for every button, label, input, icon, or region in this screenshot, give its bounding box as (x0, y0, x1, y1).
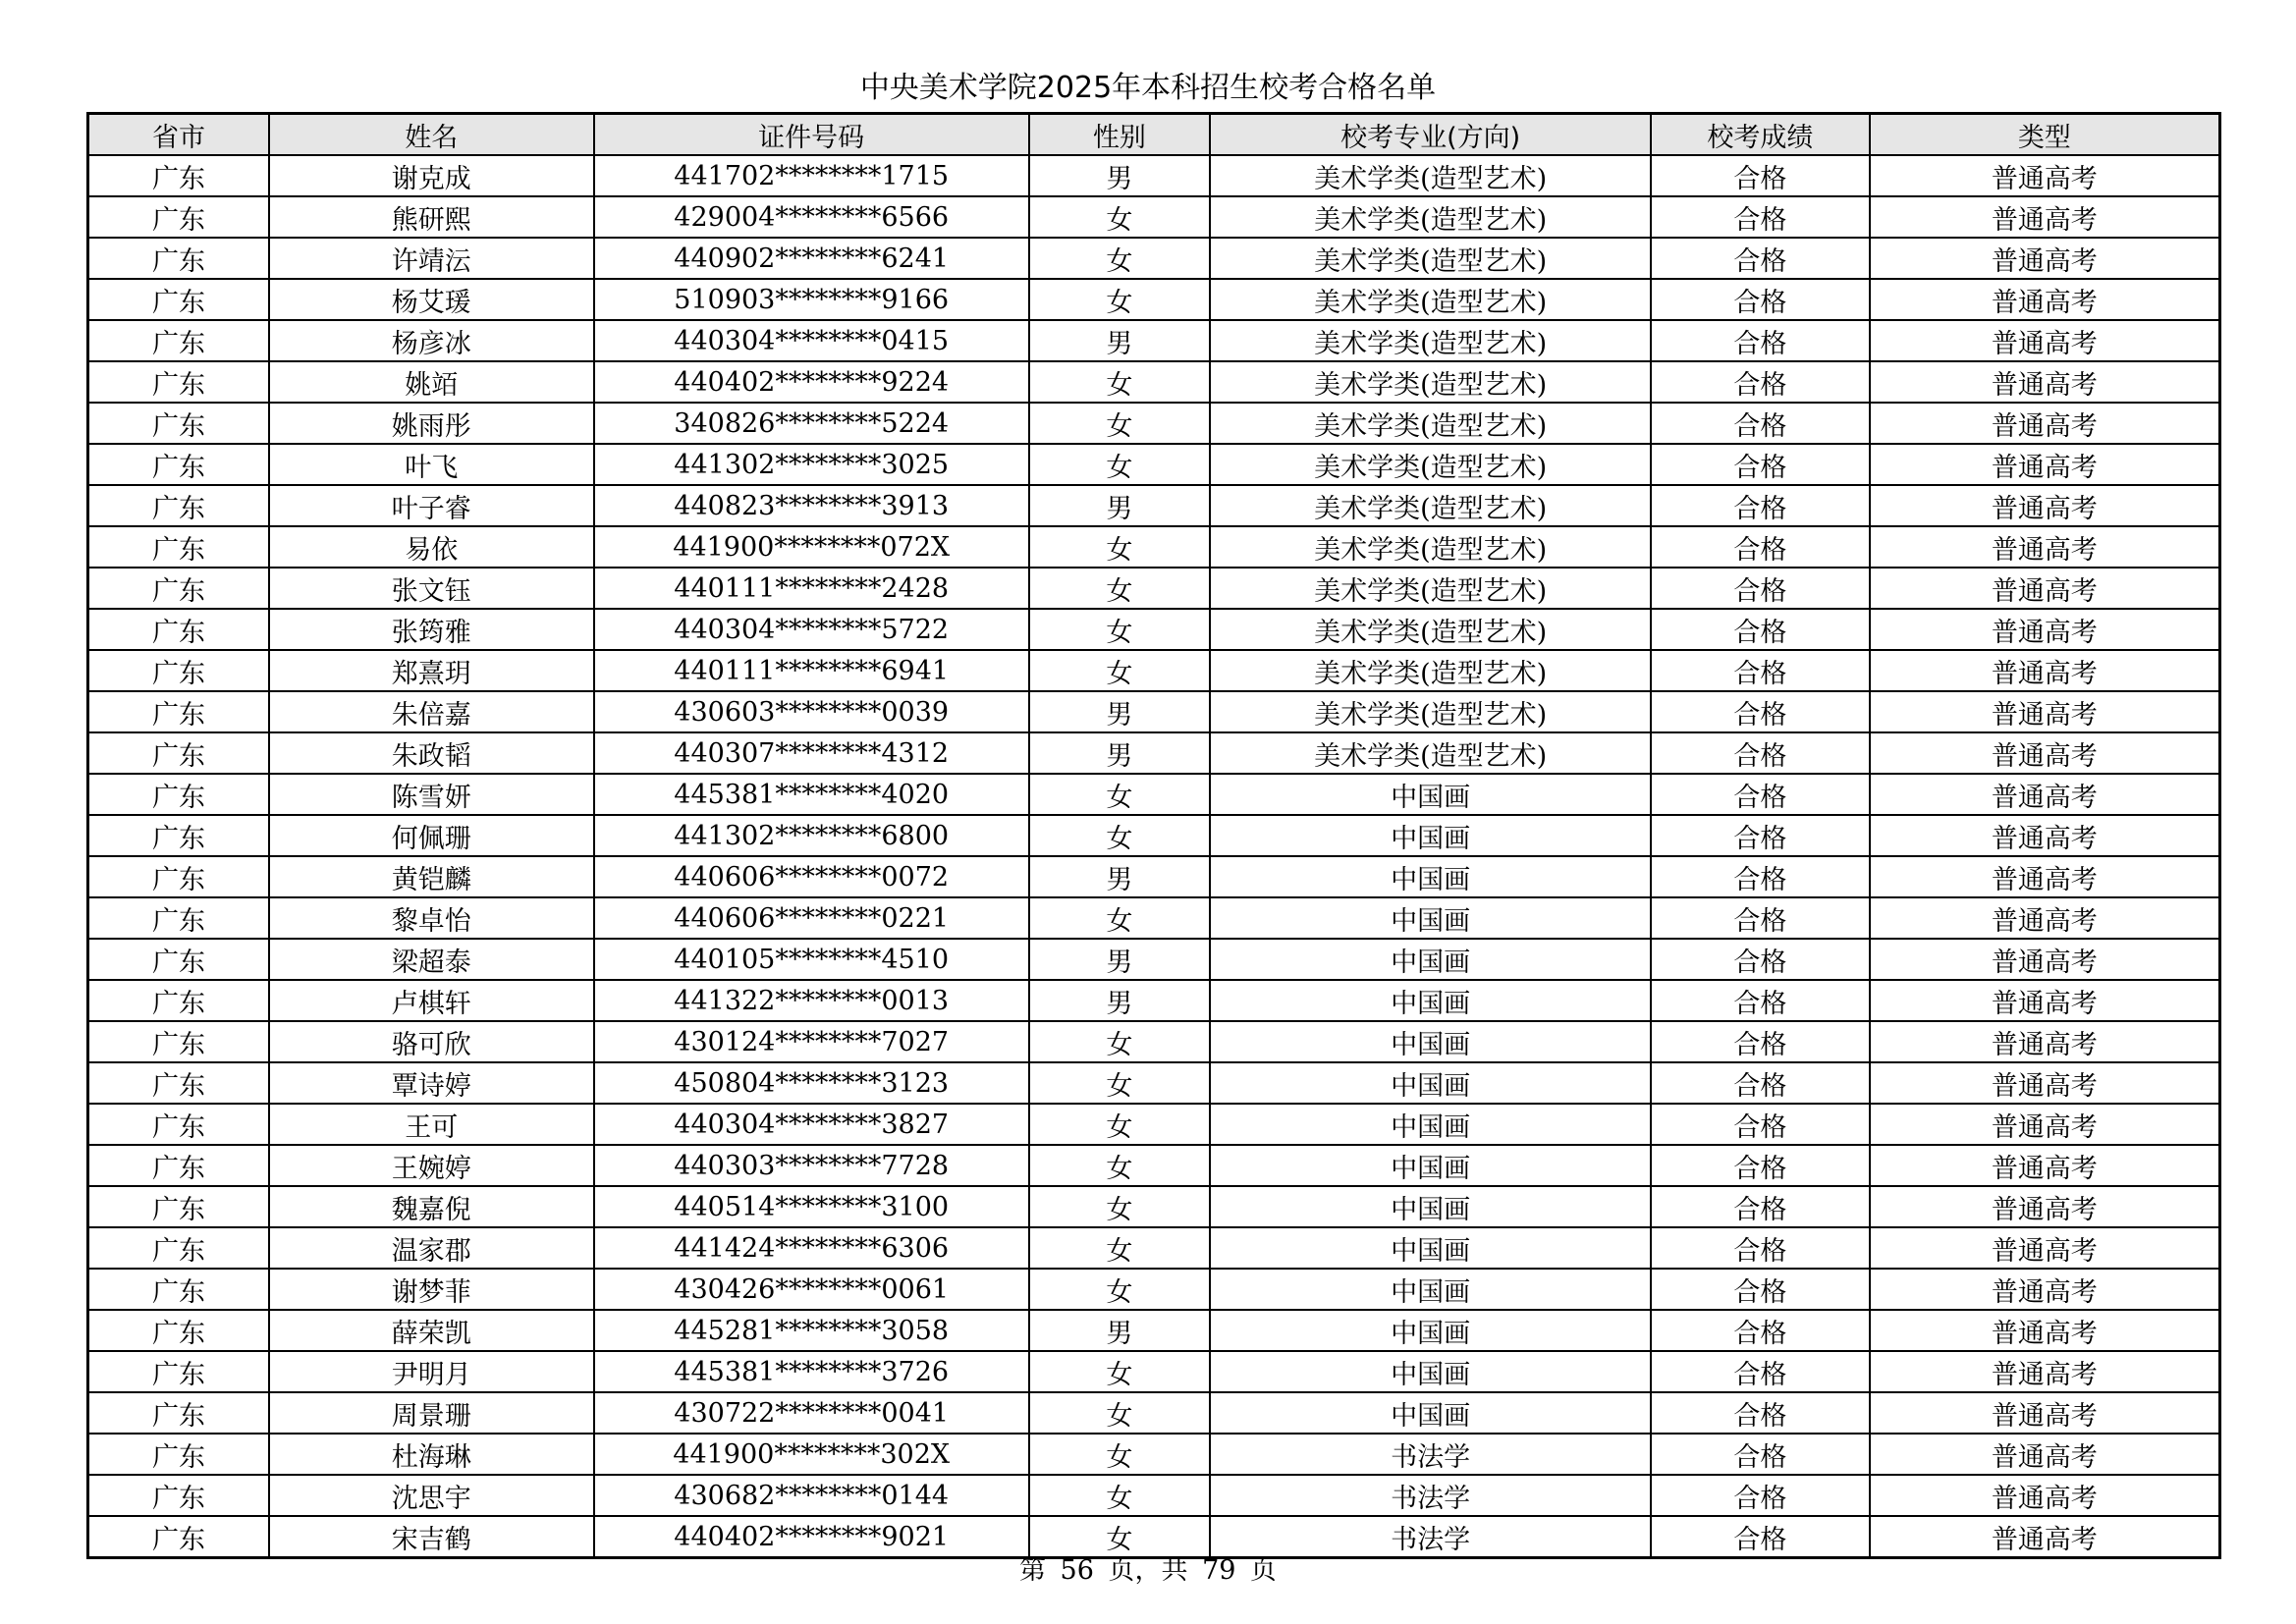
cell-province: 广东 (88, 609, 269, 650)
cell-gender: 女 (1029, 1392, 1210, 1434)
table-row (88, 650, 2220, 691)
table-row (88, 485, 2220, 526)
table-row (88, 939, 2220, 980)
cell-name: 叶飞 (269, 444, 594, 485)
cell-score: 合格 (1651, 815, 1870, 856)
table-row (88, 361, 2220, 403)
cell-province: 广东 (88, 444, 269, 485)
cell-province: 广东 (88, 1310, 269, 1351)
cell-id-number: 430722********0041 (594, 1392, 1029, 1434)
cell-major: 书法学 (1210, 1475, 1651, 1516)
cell-gender: 女 (1029, 1104, 1210, 1145)
cell-score: 合格 (1651, 403, 1870, 444)
cell-score: 合格 (1651, 526, 1870, 568)
cell-name: 尹明月 (269, 1351, 594, 1392)
column-header-id-number: 证件号码 (594, 114, 1029, 156)
cell-score: 合格 (1651, 1516, 1870, 1558)
cell-major: 美术学类(造型艺术) (1210, 485, 1651, 526)
table-row (88, 1516, 2220, 1558)
cell-name: 梁超泰 (269, 939, 594, 980)
cell-id-number: 450804********3123 (594, 1062, 1029, 1104)
table-row (88, 1351, 2220, 1392)
cell-major: 美术学类(造型艺术) (1210, 238, 1651, 279)
table-row (88, 526, 2220, 568)
cell-type: 普通高考 (1870, 196, 2220, 238)
cell-province: 广东 (88, 1227, 269, 1269)
table-row (88, 155, 2220, 196)
cell-name: 王可 (269, 1104, 594, 1145)
cell-province: 广东 (88, 155, 269, 196)
admission-roster-table (86, 112, 2221, 1559)
cell-gender: 女 (1029, 1145, 1210, 1186)
cell-major: 美术学类(造型艺术) (1210, 650, 1651, 691)
cell-gender: 男 (1029, 939, 1210, 980)
table-row (88, 897, 2220, 939)
cell-score: 合格 (1651, 279, 1870, 320)
cell-name: 张文钰 (269, 568, 594, 609)
cell-score: 合格 (1651, 774, 1870, 815)
column-header-score: 校考成绩 (1651, 114, 1870, 156)
cell-score: 合格 (1651, 1269, 1870, 1310)
cell-type: 普通高考 (1870, 279, 2220, 320)
cell-name: 姚雨彤 (269, 403, 594, 444)
cell-score: 合格 (1651, 155, 1870, 196)
cell-name: 许靖沄 (269, 238, 594, 279)
cell-score: 合格 (1651, 897, 1870, 939)
table-row (88, 238, 2220, 279)
cell-major: 中国画 (1210, 939, 1651, 980)
cell-gender: 男 (1029, 1310, 1210, 1351)
cell-id-number: 441322********0013 (594, 980, 1029, 1021)
table-row (88, 1269, 2220, 1310)
column-header-name: 姓名 (269, 114, 594, 156)
cell-type: 普通高考 (1870, 1186, 2220, 1227)
table-row (88, 1392, 2220, 1434)
cell-province: 广东 (88, 774, 269, 815)
table-row (88, 691, 2220, 732)
cell-id-number: 440902********6241 (594, 238, 1029, 279)
table-row (88, 815, 2220, 856)
cell-id-number: 440304********5722 (594, 609, 1029, 650)
cell-score: 合格 (1651, 732, 1870, 774)
cell-type: 普通高考 (1870, 980, 2220, 1021)
cell-id-number: 340826********5224 (594, 403, 1029, 444)
table-row (88, 568, 2220, 609)
table-row (88, 732, 2220, 774)
cell-province: 广东 (88, 939, 269, 980)
cell-gender: 女 (1029, 897, 1210, 939)
cell-name: 谢克成 (269, 155, 594, 196)
cell-province: 广东 (88, 1269, 269, 1310)
cell-type: 普通高考 (1870, 1392, 2220, 1434)
cell-type: 普通高考 (1870, 1269, 2220, 1310)
cell-type: 普通高考 (1870, 897, 2220, 939)
cell-major: 书法学 (1210, 1516, 1651, 1558)
cell-gender: 女 (1029, 1186, 1210, 1227)
cell-score: 合格 (1651, 196, 1870, 238)
cell-type: 普通高考 (1870, 774, 2220, 815)
cell-gender: 女 (1029, 1475, 1210, 1516)
cell-major: 中国画 (1210, 1310, 1651, 1351)
cell-type: 普通高考 (1870, 403, 2220, 444)
cell-type: 普通高考 (1870, 1104, 2220, 1145)
table-row (88, 1434, 2220, 1475)
cell-name: 何佩珊 (269, 815, 594, 856)
cell-major: 中国画 (1210, 815, 1651, 856)
cell-score: 合格 (1651, 1021, 1870, 1062)
cell-major: 中国画 (1210, 1145, 1651, 1186)
table-row (88, 1227, 2220, 1269)
cell-name: 魏嘉倪 (269, 1186, 594, 1227)
cell-name: 郑熹玥 (269, 650, 594, 691)
cell-name: 骆可欣 (269, 1021, 594, 1062)
cell-type: 普通高考 (1870, 815, 2220, 856)
cell-gender: 女 (1029, 1351, 1210, 1392)
cell-id-number: 440111********2428 (594, 568, 1029, 609)
header-row (88, 114, 2220, 156)
cell-type: 普通高考 (1870, 485, 2220, 526)
cell-gender: 女 (1029, 1434, 1210, 1475)
cell-id-number: 440303********7728 (594, 1145, 1029, 1186)
cell-name: 黄铠麟 (269, 856, 594, 897)
cell-gender: 女 (1029, 444, 1210, 485)
cell-province: 广东 (88, 568, 269, 609)
cell-score: 合格 (1651, 691, 1870, 732)
cell-type: 普通高考 (1870, 1434, 2220, 1475)
cell-score: 合格 (1651, 1227, 1870, 1269)
document-title: 中央美术学院2025年本科招生校考合格名单 (859, 71, 1437, 105)
table-row (88, 1104, 2220, 1145)
column-header-type: 类型 (1870, 114, 2220, 156)
cell-name: 卢棋轩 (269, 980, 594, 1021)
cell-gender: 女 (1029, 238, 1210, 279)
cell-name: 薛荣凯 (269, 1310, 594, 1351)
cell-major: 中国画 (1210, 774, 1651, 815)
cell-major: 美术学类(造型艺术) (1210, 196, 1651, 238)
cell-score: 合格 (1651, 939, 1870, 980)
cell-type: 普通高考 (1870, 1516, 2220, 1558)
table-row (88, 1310, 2220, 1351)
cell-name: 杨艾瑗 (269, 279, 594, 320)
cell-id-number: 441302********3025 (594, 444, 1029, 485)
cell-id-number: 440307********4312 (594, 732, 1029, 774)
cell-id-number: 441302********6800 (594, 815, 1029, 856)
cell-score: 合格 (1651, 980, 1870, 1021)
cell-major: 中国画 (1210, 1186, 1651, 1227)
cell-major: 美术学类(造型艺术) (1210, 732, 1651, 774)
cell-gender: 女 (1029, 279, 1210, 320)
cell-id-number: 440514********3100 (594, 1186, 1029, 1227)
cell-name: 张筠雅 (269, 609, 594, 650)
table-header (88, 114, 2220, 156)
cell-name: 朱政韬 (269, 732, 594, 774)
cell-province: 广东 (88, 1392, 269, 1434)
cell-score: 合格 (1651, 485, 1870, 526)
cell-score: 合格 (1651, 1351, 1870, 1392)
cell-name: 宋吉鹤 (269, 1516, 594, 1558)
cell-major: 美术学类(造型艺术) (1210, 361, 1651, 403)
cell-type: 普通高考 (1870, 238, 2220, 279)
cell-name: 杜海琳 (269, 1434, 594, 1475)
cell-type: 普通高考 (1870, 1145, 2220, 1186)
cell-type: 普通高考 (1870, 1062, 2220, 1104)
table-row (88, 196, 2220, 238)
cell-gender: 女 (1029, 568, 1210, 609)
cell-gender: 男 (1029, 485, 1210, 526)
cell-name: 黎卓怡 (269, 897, 594, 939)
cell-score: 合格 (1651, 568, 1870, 609)
cell-type: 普通高考 (1870, 444, 2220, 485)
cell-score: 合格 (1651, 1145, 1870, 1186)
cell-id-number: 445381********3726 (594, 1351, 1029, 1392)
cell-id-number: 440304********0415 (594, 320, 1029, 361)
cell-type: 普通高考 (1870, 155, 2220, 196)
cell-score: 合格 (1651, 1392, 1870, 1434)
cell-major: 美术学类(造型艺术) (1210, 155, 1651, 196)
cell-gender: 女 (1029, 1021, 1210, 1062)
cell-major: 中国画 (1210, 980, 1651, 1021)
cell-province: 广东 (88, 1186, 269, 1227)
cell-score: 合格 (1651, 444, 1870, 485)
cell-gender: 男 (1029, 691, 1210, 732)
table-row (88, 856, 2220, 897)
table-row (88, 609, 2220, 650)
cell-province: 广东 (88, 485, 269, 526)
cell-id-number: 430603********0039 (594, 691, 1029, 732)
cell-major: 中国画 (1210, 1227, 1651, 1269)
cell-province: 广东 (88, 238, 269, 279)
cell-type: 普通高考 (1870, 732, 2220, 774)
cell-gender: 男 (1029, 732, 1210, 774)
cell-type: 普通高考 (1870, 568, 2220, 609)
cell-major: 美术学类(造型艺术) (1210, 609, 1651, 650)
cell-province: 广东 (88, 1475, 269, 1516)
cell-type: 普通高考 (1870, 526, 2220, 568)
cell-id-number: 430124********7027 (594, 1021, 1029, 1062)
table-row (88, 1186, 2220, 1227)
cell-gender: 男 (1029, 856, 1210, 897)
cell-score: 合格 (1651, 609, 1870, 650)
cell-score: 合格 (1651, 361, 1870, 403)
cell-major: 中国画 (1210, 1351, 1651, 1392)
cell-province: 广东 (88, 526, 269, 568)
cell-type: 普通高考 (1870, 1351, 2220, 1392)
cell-id-number: 440105********4510 (594, 939, 1029, 980)
cell-province: 广东 (88, 650, 269, 691)
cell-province: 广东 (88, 1434, 269, 1475)
cell-major: 中国画 (1210, 856, 1651, 897)
cell-province: 广东 (88, 1516, 269, 1558)
cell-gender: 女 (1029, 1227, 1210, 1269)
cell-province: 广东 (88, 1021, 269, 1062)
table-row (88, 279, 2220, 320)
cell-id-number: 440111********6941 (594, 650, 1029, 691)
cell-province: 广东 (88, 361, 269, 403)
cell-score: 合格 (1651, 1475, 1870, 1516)
cell-gender: 女 (1029, 1516, 1210, 1558)
cell-province: 广东 (88, 1351, 269, 1392)
cell-major: 中国画 (1210, 1062, 1651, 1104)
cell-province: 广东 (88, 1145, 269, 1186)
cell-type: 普通高考 (1870, 361, 2220, 403)
table-row (88, 1475, 2220, 1516)
cell-score: 合格 (1651, 1062, 1870, 1104)
cell-score: 合格 (1651, 1104, 1870, 1145)
cell-major: 美术学类(造型艺术) (1210, 320, 1651, 361)
cell-gender: 女 (1029, 403, 1210, 444)
cell-type: 普通高考 (1870, 1227, 2220, 1269)
table-row (88, 320, 2220, 361)
cell-province: 广东 (88, 691, 269, 732)
cell-gender: 女 (1029, 1062, 1210, 1104)
cell-gender: 男 (1029, 155, 1210, 196)
cell-major: 中国画 (1210, 1021, 1651, 1062)
cell-name: 杨彦冰 (269, 320, 594, 361)
cell-province: 广东 (88, 980, 269, 1021)
column-header-gender: 性别 (1029, 114, 1210, 156)
cell-type: 普通高考 (1870, 609, 2220, 650)
cell-score: 合格 (1651, 1434, 1870, 1475)
cell-id-number: 440304********3827 (594, 1104, 1029, 1145)
cell-name: 朱倍嘉 (269, 691, 594, 732)
cell-id-number: 440823********3913 (594, 485, 1029, 526)
cell-major: 书法学 (1210, 1434, 1651, 1475)
cell-type: 普通高考 (1870, 691, 2220, 732)
cell-id-number: 445281********3058 (594, 1310, 1029, 1351)
cell-id-number: 445381********4020 (594, 774, 1029, 815)
cell-major: 美术学类(造型艺术) (1210, 691, 1651, 732)
cell-type: 普通高考 (1870, 856, 2220, 897)
cell-score: 合格 (1651, 856, 1870, 897)
cell-score: 合格 (1651, 320, 1870, 361)
cell-type: 普通高考 (1870, 1021, 2220, 1062)
cell-name: 温家郡 (269, 1227, 594, 1269)
cell-province: 广东 (88, 815, 269, 856)
cell-major: 中国画 (1210, 1392, 1651, 1434)
cell-major: 中国画 (1210, 1269, 1651, 1310)
cell-id-number: 430426********0061 (594, 1269, 1029, 1310)
cell-type: 普通高考 (1870, 1475, 2220, 1516)
cell-major: 中国画 (1210, 1104, 1651, 1145)
cell-id-number: 429004********6566 (594, 196, 1029, 238)
cell-score: 合格 (1651, 650, 1870, 691)
cell-name: 熊研熙 (269, 196, 594, 238)
cell-gender: 男 (1029, 320, 1210, 361)
cell-name: 谢梦菲 (269, 1269, 594, 1310)
cell-name: 姚竡 (269, 361, 594, 403)
cell-id-number: 440606********0072 (594, 856, 1029, 897)
page-number-footer: 第 56 页，共 79 页 (1018, 1555, 1278, 1586)
column-header-province: 省市 (88, 114, 269, 156)
table-row (88, 980, 2220, 1021)
cell-gender: 女 (1029, 196, 1210, 238)
cell-name: 王婉婷 (269, 1145, 594, 1186)
cell-gender: 女 (1029, 815, 1210, 856)
cell-province: 广东 (88, 279, 269, 320)
cell-major: 美术学类(造型艺术) (1210, 568, 1651, 609)
cell-id-number: 440402********9224 (594, 361, 1029, 403)
cell-name: 沈思宇 (269, 1475, 594, 1516)
cell-province: 广东 (88, 1104, 269, 1145)
cell-province: 广东 (88, 1062, 269, 1104)
cell-type: 普通高考 (1870, 650, 2220, 691)
table-row (88, 444, 2220, 485)
cell-gender: 女 (1029, 774, 1210, 815)
cell-id-number: 440606********0221 (594, 897, 1029, 939)
cell-province: 广东 (88, 403, 269, 444)
cell-name: 陈雪妍 (269, 774, 594, 815)
cell-gender: 女 (1029, 609, 1210, 650)
cell-major: 美术学类(造型艺术) (1210, 279, 1651, 320)
cell-province: 广东 (88, 732, 269, 774)
cell-id-number: 441702********1715 (594, 155, 1029, 196)
cell-province: 广东 (88, 196, 269, 238)
cell-name: 叶子睿 (269, 485, 594, 526)
cell-gender: 女 (1029, 650, 1210, 691)
cell-name: 覃诗婷 (269, 1062, 594, 1104)
cell-type: 普通高考 (1870, 939, 2220, 980)
cell-province: 广东 (88, 897, 269, 939)
cell-id-number: 441900********302X (594, 1434, 1029, 1475)
cell-major: 中国画 (1210, 897, 1651, 939)
cell-score: 合格 (1651, 238, 1870, 279)
cell-score: 合格 (1651, 1186, 1870, 1227)
cell-id-number: 441900********072X (594, 526, 1029, 568)
cell-name: 易依 (269, 526, 594, 568)
cell-major: 美术学类(造型艺术) (1210, 444, 1651, 485)
column-header-major: 校考专业(方向) (1210, 114, 1651, 156)
cell-gender: 男 (1029, 980, 1210, 1021)
cell-id-number: 510903********9166 (594, 279, 1029, 320)
cell-gender: 女 (1029, 1269, 1210, 1310)
cell-province: 广东 (88, 320, 269, 361)
table-row (88, 1021, 2220, 1062)
table-row (88, 1062, 2220, 1104)
cell-type: 普通高考 (1870, 1310, 2220, 1351)
table-row (88, 403, 2220, 444)
cell-id-number: 441424********6306 (594, 1227, 1029, 1269)
cell-major: 美术学类(造型艺术) (1210, 403, 1651, 444)
cell-id-number: 430682********0144 (594, 1475, 1029, 1516)
cell-gender: 女 (1029, 526, 1210, 568)
cell-province: 广东 (88, 856, 269, 897)
cell-name: 周景珊 (269, 1392, 594, 1434)
cell-gender: 女 (1029, 361, 1210, 403)
cell-score: 合格 (1651, 1310, 1870, 1351)
cell-type: 普通高考 (1870, 320, 2220, 361)
cell-major: 美术学类(造型艺术) (1210, 526, 1651, 568)
cell-id-number: 440402********9021 (594, 1516, 1029, 1558)
table-row (88, 1145, 2220, 1186)
table-body (88, 155, 2220, 1558)
table-row (88, 774, 2220, 815)
